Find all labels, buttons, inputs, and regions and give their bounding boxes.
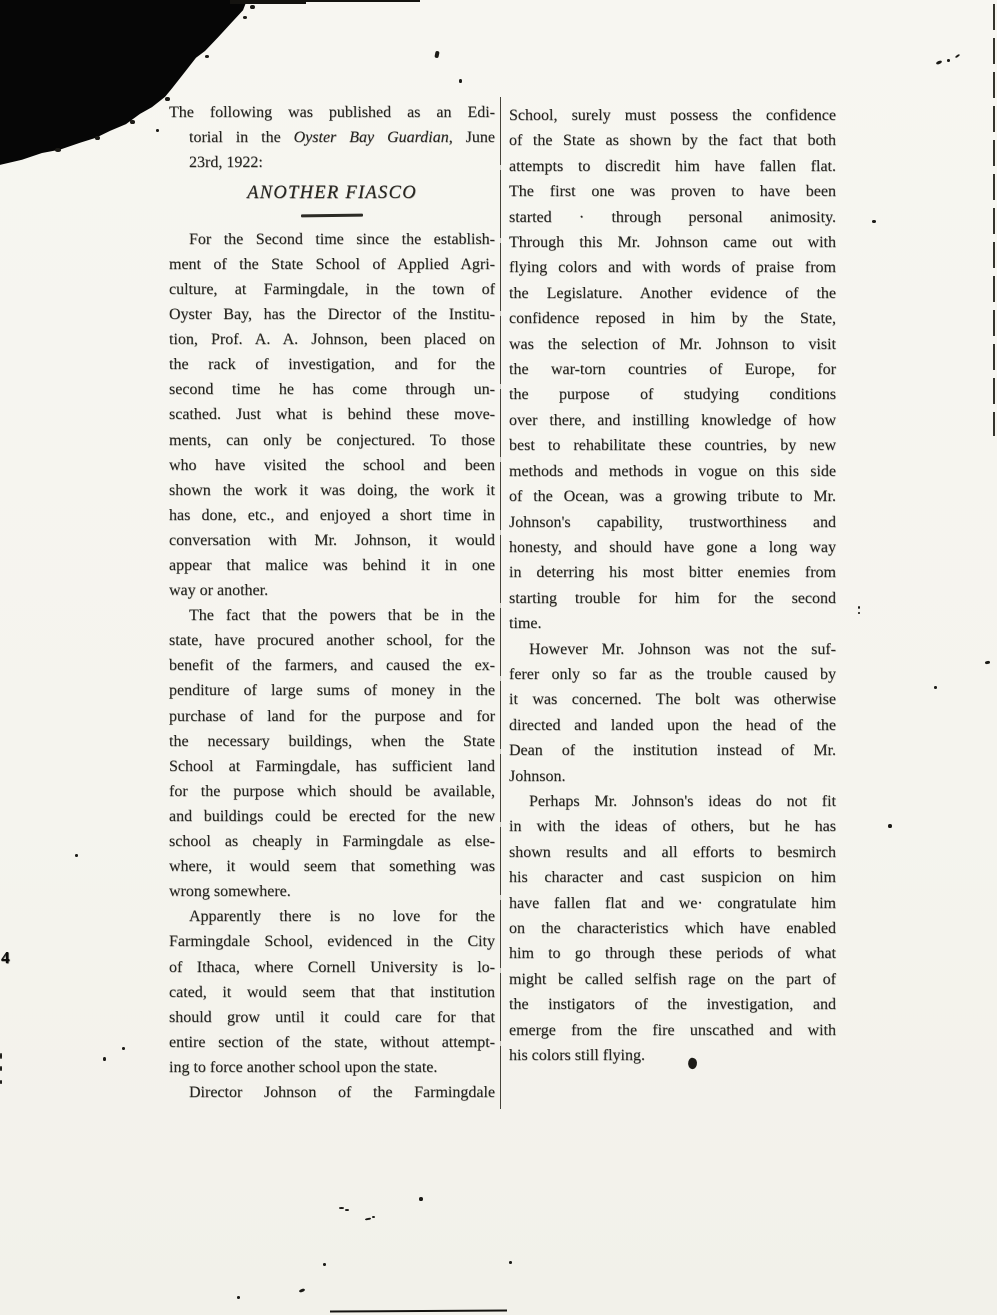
text-line: Dean of the institution instead of Mr. <box>509 742 836 760</box>
text-line: over there, and instilling knowledge of how <box>509 411 836 429</box>
text-line: entire section of the state, without attempt- <box>169 1033 495 1051</box>
text-line: attempts to discredit him have fallen flat. <box>509 157 836 175</box>
ink-speck <box>858 612 860 614</box>
ink-speck <box>365 1217 371 1220</box>
text-line: Oyster Bay, has the Director of the Institu- <box>169 306 495 324</box>
ink-speck <box>955 54 960 59</box>
ink-speck <box>339 1207 344 1209</box>
ink-speck <box>434 51 439 59</box>
text-line: starting trouble for him for the second <box>509 589 836 607</box>
ink-speck <box>509 1261 512 1264</box>
ink-speck <box>243 16 247 19</box>
text-line: tion, Prof. A. A. Johnson, been placed on <box>169 331 495 349</box>
ink-speck <box>0 1053 2 1059</box>
text-line: School at Farmingdale, has sufficient land <box>169 757 495 775</box>
text-line: state, have procured another school, for the <box>169 632 495 650</box>
text-line: torial in the Oyster Bay Guardian, June <box>189 129 495 147</box>
article-left-column <box>169 100 495 1105</box>
text-line: the instigators of the investigation, and <box>509 996 836 1014</box>
ink-speck <box>130 120 135 124</box>
text-line: of the Ocean, was a growing tribute to Mr. <box>509 488 836 506</box>
ink-speck <box>250 5 255 9</box>
text-line: him to go through these periods of what <box>509 945 836 963</box>
text-line: The first one was proven to have been <box>509 183 836 201</box>
ink-speck <box>419 1197 423 1201</box>
text-line: the war-torn countries of Europe, for <box>509 361 836 379</box>
text-line: it was concerned. The bolt was otherwise <box>509 691 836 709</box>
ink-speck <box>459 79 462 83</box>
text-line: in with the ideas of others, but he has <box>509 818 836 836</box>
text-line: methods and methods in vogue on this side <box>509 462 836 480</box>
text-line: school as cheaply in Farmingdale as else- <box>169 833 495 851</box>
text-line: have fallen flat and we· congratulate him <box>509 894 836 912</box>
text-line: directed and landed upon the head of the <box>509 716 836 734</box>
text-line: and buildings could be erected for the new <box>169 807 495 825</box>
text-line: was the selection of Mr. Johnson to visit <box>509 335 836 353</box>
text-line: Director Johnson of the Farmingdale <box>189 1083 495 1101</box>
margin-mark: 4 <box>1 948 10 967</box>
ink-speck <box>0 1080 2 1084</box>
text-line: Johnson. <box>509 767 566 785</box>
text-line: flying colors and with words of praise from <box>509 259 836 277</box>
text-line: where, it would seem that something was <box>169 858 495 876</box>
text-line: ments, can only be conjectured. To those <box>169 431 495 449</box>
text-line: way or another. <box>169 582 269 600</box>
text-line: the rack of investigation, and for the <box>169 356 495 374</box>
text-line: on the characteristics which have enabled <box>509 920 836 937</box>
ink-speck <box>237 1296 240 1299</box>
ink-speck <box>934 686 937 689</box>
ink-speck <box>936 60 943 65</box>
text-line: the purpose of studying conditions <box>509 386 836 404</box>
ink-speck <box>0 1066 2 1071</box>
text-line: the necessary buildings, when the State <box>169 732 495 750</box>
text-line: wrong somewhere. <box>169 883 291 901</box>
ink-speck <box>156 129 159 132</box>
text-line: of Ithaca, where Cornell University is lo- <box>169 958 495 976</box>
text-line: penditure of large sums of money in the <box>169 682 495 700</box>
text-line: shown results and all efforts to besmirch <box>509 843 836 861</box>
text-line: his colors still flying. <box>509 1047 645 1065</box>
text-line: should grow until it could care for that <box>169 1008 495 1026</box>
column-divider-rule <box>500 97 502 1109</box>
text-line: ferer only so far as the trouble caused by <box>509 665 836 683</box>
ink-speck <box>372 1216 375 1218</box>
ink-speck <box>858 606 860 609</box>
scan-top-edge-line <box>230 0 306 4</box>
text-line: The following was published as an Edi- <box>169 104 495 121</box>
text-line: appear that malice was behind it in one <box>169 557 495 574</box>
text-line: honesty, and should have gone a long way <box>509 538 836 556</box>
text-line: the Legislature. Another evidence of the <box>509 284 836 302</box>
ink-speck <box>345 1209 349 1211</box>
scan-top-edge-line <box>300 0 420 2</box>
text-line: ing to force another school upon the state. <box>169 1058 438 1076</box>
text-line: shown the work it was doing, the work it <box>169 481 495 499</box>
ink-speck <box>323 1263 326 1266</box>
ink-speck <box>75 854 78 857</box>
text-line: second time he has come through un- <box>169 381 495 399</box>
text-line: Apparently there is no love for the <box>189 908 495 926</box>
ink-speck <box>103 1057 106 1061</box>
ink-speck <box>122 1047 125 1050</box>
ink-speck <box>299 1288 306 1293</box>
text-line: 23rd, 1922: <box>189 154 263 172</box>
article-right-column <box>509 103 836 1068</box>
text-line: For the Second time since the establish- <box>189 230 495 248</box>
text-line: time. <box>509 615 542 633</box>
text-line: School, surely must possess the confidence <box>509 107 836 124</box>
ink-speck <box>95 136 100 140</box>
text-line: emerge from the fire unscathed and with <box>509 1021 836 1039</box>
text-line: best to rehabilitate these countries, by new <box>509 437 836 455</box>
text-line: scathed. Just what is behind these move- <box>169 406 495 424</box>
text-line: for the purpose which should be available, <box>169 782 495 800</box>
text-line: The fact that the powers that be in the <box>189 607 495 625</box>
ink-speck <box>55 148 61 152</box>
text-line: Perhaps Mr. Johnson's ideas do not fit <box>529 792 836 810</box>
text-line: Through this Mr. Johnson came out with <box>509 234 836 252</box>
text-line: ment of the State School of Applied Agri- <box>169 255 495 273</box>
text-line: who have visited the school and been <box>169 456 495 474</box>
text-line: in deterring his most bitter enemies from <box>509 564 836 582</box>
text-line: might be called selfish rage on the part of <box>509 970 836 988</box>
heading-underline-rule <box>301 214 363 217</box>
text-line: started · through personal animosity. <box>509 208 836 226</box>
text-line: purchase of land for the purpose and for <box>169 707 495 725</box>
ink-speck <box>205 55 209 58</box>
text-line: Farmingdale School, evidenced in the City <box>169 933 495 951</box>
article-heading: ANOTHER FIASCO <box>247 183 417 204</box>
text-line: However Mr. Johnson was not the suf- <box>529 640 836 658</box>
ink-speck <box>985 661 990 665</box>
text-line: culture, at Farmingdale, in the town of <box>169 280 495 298</box>
ink-speck <box>888 824 892 828</box>
text-line: benefit of the farmers, and caused the ex- <box>169 657 495 675</box>
text-line: has done, etc., and enjoyed a short time in <box>169 506 495 524</box>
text-line: Johnson's capability, trustworthiness and <box>509 513 836 531</box>
text-line: of the State as shown by the fact that both <box>509 132 836 150</box>
text-line: cated, it would seem that that institution <box>169 983 495 1001</box>
text-line: his character and cast suspicion on him <box>509 869 836 887</box>
text-line: confidence reposed in him by the State, <box>509 310 836 328</box>
ink-speck <box>947 59 950 62</box>
ink-speck <box>872 220 876 223</box>
scan-bottom-edge-line <box>330 1310 507 1313</box>
text-line: conversation with Mr. Johnson, it would <box>169 531 495 549</box>
scan-right-edge-line <box>993 4 995 436</box>
